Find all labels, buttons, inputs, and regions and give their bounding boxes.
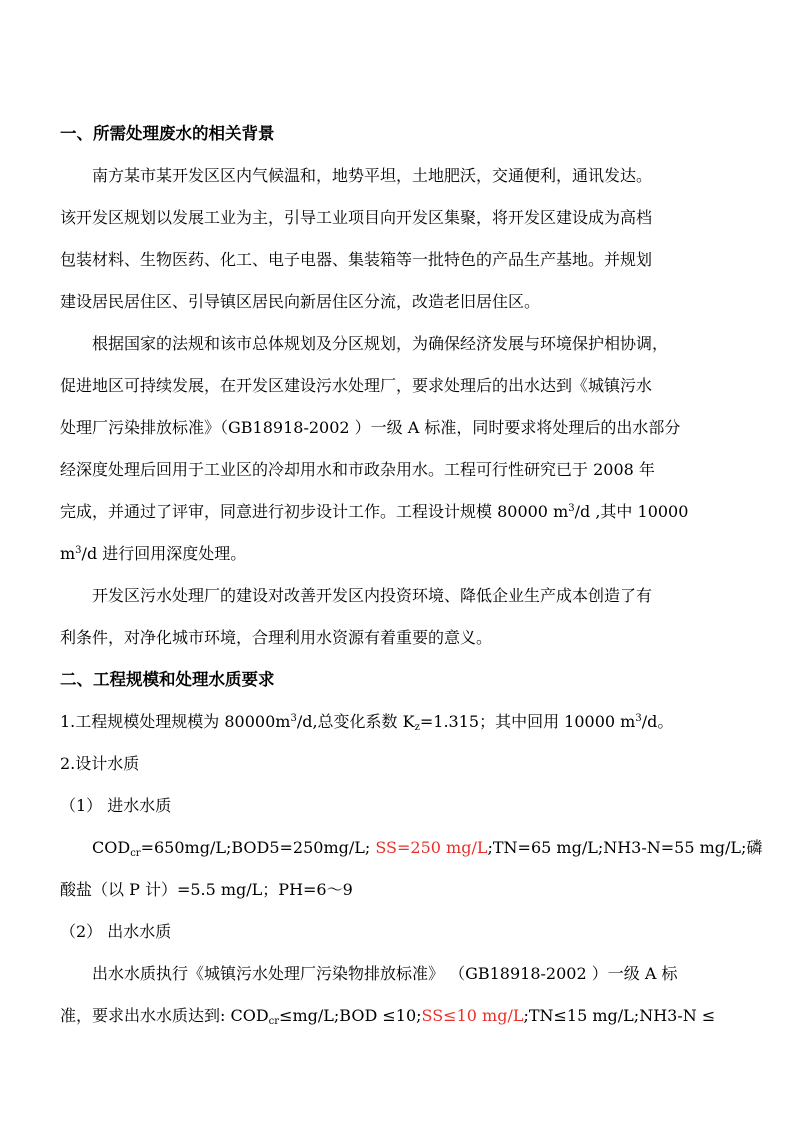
outflow-quality-line-2: 准，要求出水水质达到: $COD_{cr}\le mg/L;BOD$ ≤10;SS≤10 mg/L;TN≤15 mg/L;NH3-N ≤ — [60, 1006, 716, 1027]
section-1-heading: 一、所需处理废水的相关背景 — [60, 124, 275, 143]
paragraph-1-line-3: 包装材料、生物医药、化工、电子电器、集装箱等一批特色的产品生产基地。并规划 — [60, 250, 653, 269]
inflow-quality-label: （1） 进水水质 — [60, 796, 172, 815]
item-2-design-quality: 2.设计水质 — [60, 754, 140, 773]
item-1-scale: 1.工程规模处理规模为 $80000m^3/d$,总变化系数 $K_z=1.315$；其中回用 10000 $m^3/d$。 — [60, 712, 674, 733]
paragraph-2-line-5: 完成，并通过了评审，同意进行初步设计工作。工程设计规模 80000 $m^3/d$ ,其中 10000 — [60, 502, 689, 521]
paragraph-2-line-6: $m^3/d$ 进行回用深度处理。 — [60, 544, 247, 563]
inflow-quality-line-1: $COD_{cr}=650mg/L;BOD5=250mg/L$; SS=250 mg/L;TN=65 mg/L;NH3-N=55 mg/L;磷 — [92, 838, 763, 859]
paragraph-2-line-3: 处理厂污染排放标准》（GB18918-2002 ）一级 A 标准，同时要求将处理后的出水部分 — [60, 418, 681, 437]
inflow-quality-line-2: 酸盐（以 P 计）=5.5 mg/L；PH=6～9 — [60, 880, 353, 899]
outflow-quality-label: （2） 出水水质 — [60, 922, 172, 941]
paragraph-3-line-2: 利条件，对净化城市环境，合理利用水资源有着重要的意义。 — [60, 628, 493, 647]
paragraph-1-line-2: 该开发区规划以发展工业为主，引导工业项目向开发区集聚，将开发区建设成为高档 — [60, 208, 653, 227]
paragraph-3-line-1: 开发区污水处理厂的建设对改善开发区内投资环境、降低企业生产成本创造了有 — [92, 586, 653, 605]
paragraph-2-line-4: 经深度处理后回用于工业区的冷却用水和市政杂用水。工程可行性研究已于 2008 年 — [60, 460, 655, 479]
paragraph-2-line-2: 促进地区可持续发展，在开发区建设污水处理厂，要求处理后的出水达到《城镇污水 — [60, 376, 653, 395]
paragraph-1-line-1: 南方某市某开发区区内气候温和，地势平坦，土地肥沃，交通便利，通讯发达。 — [92, 166, 653, 185]
outflow-ss-highlight: SS≤10 mg/L — [421, 1006, 524, 1025]
inflow-ss-highlight: SS=250 mg/L — [375, 838, 488, 857]
section-2-heading: 二、工程规模和处理水质要求 — [60, 670, 275, 689]
paragraph-1-line-4: 建设居民居住区、引导镇区居民向新居住区分流，改造老旧居住区。 — [60, 292, 541, 311]
paragraph-2-line-1: 根据国家的法规和该市总体规划及分区规划，为确保经济发展与环境保护相协调， — [92, 334, 669, 353]
outflow-quality-line-1: 出水水质执行《城镇污水处理厂污染物排放标准》 （GB18918-2002 ）一级 A 标 — [92, 964, 678, 983]
